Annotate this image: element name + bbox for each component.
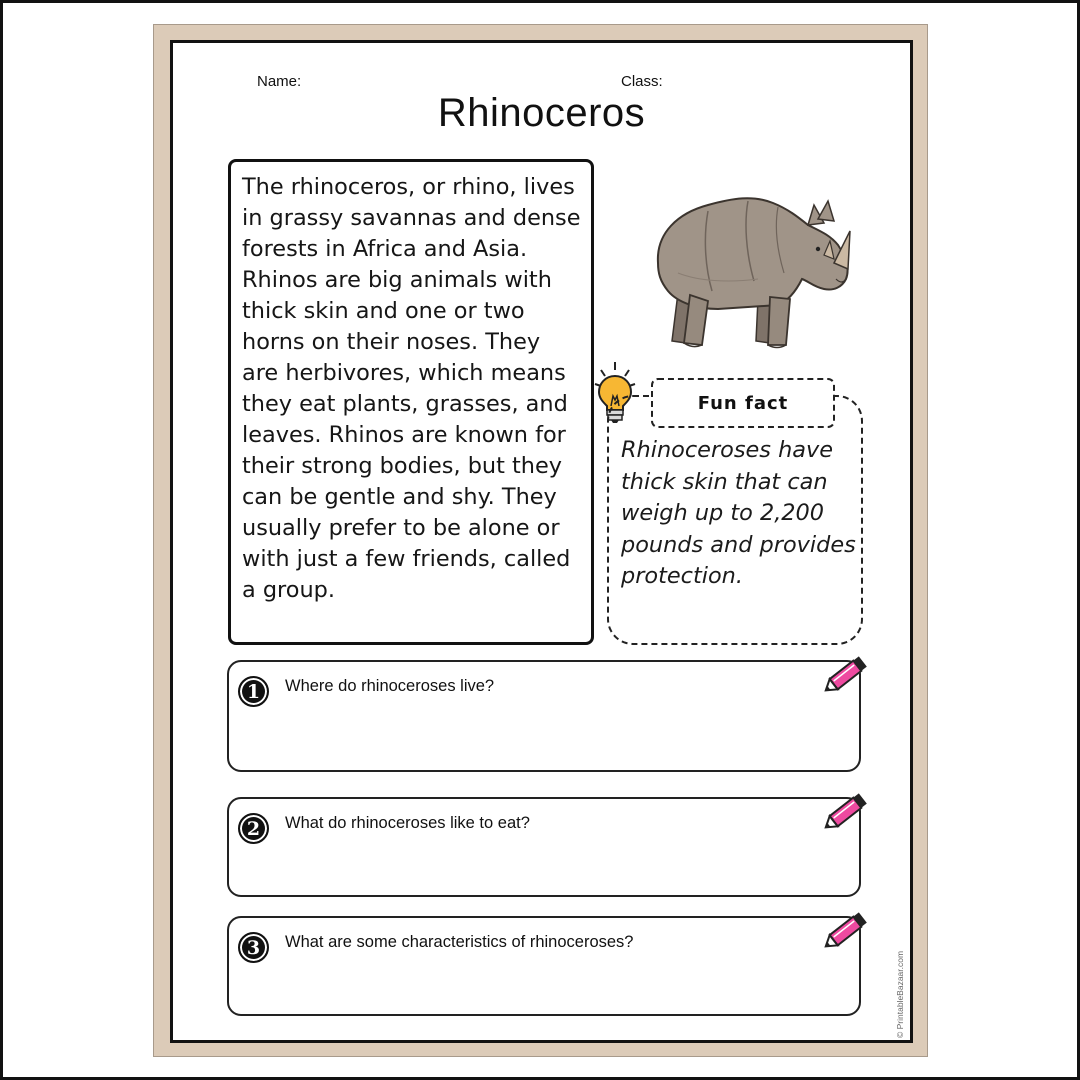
pencil-icon	[819, 652, 871, 700]
question-answer-box-3[interactable]	[227, 916, 861, 1016]
worksheet-sheet	[153, 24, 928, 1057]
question-answer-box-1[interactable]	[227, 660, 861, 772]
fun-fact-label-box	[651, 378, 835, 428]
name-label: Name:	[257, 73, 302, 90]
fun-fact-text: Rhinoceroses have thick skin that can weigh up to 2,200 pounds and provides protection.	[621, 437, 856, 589]
question-number-badge: 1	[238, 676, 269, 707]
page-title: Rhinoceros	[437, 91, 646, 135]
class-label: Class:	[621, 73, 663, 90]
question-text: What are some characteristics of rhinoceroses?	[285, 933, 634, 951]
reading-passage: The rhinoceros, or rhino, lives in grassy savannas and dense forests in Africa and Asia. Rhinos are big animals with thick skin and one or two horns on their noses. They are herbivores, which means they eat plants, grasses, and leaves. Rhinos are known for their strong bodies, but they can be gentle and shy. They usually prefer to be alone or with just a few friends, called a group.	[242, 174, 581, 603]
rhino-illustration	[638, 173, 858, 353]
question-text: Where do rhinoceroses live?	[285, 677, 495, 695]
worksheet-page	[170, 40, 913, 1043]
fun-fact-label: Fun fact	[697, 392, 789, 414]
copyright-notice: © PrintableBazaar.com	[895, 950, 905, 1038]
reading-passage-box	[228, 159, 594, 645]
question-answer-box-2[interactable]	[227, 797, 861, 897]
question-number-badge: 2	[238, 813, 269, 844]
question-number-badge: 3	[238, 932, 269, 963]
question-text: What do rhinoceroses like to eat?	[285, 814, 530, 832]
pencil-icon	[819, 789, 871, 837]
pencil-icon	[819, 908, 871, 956]
